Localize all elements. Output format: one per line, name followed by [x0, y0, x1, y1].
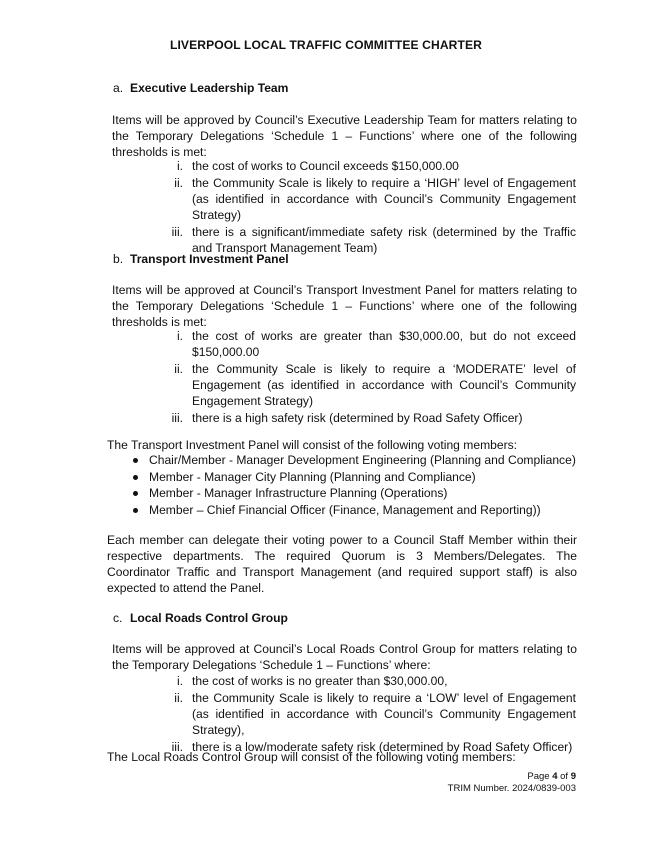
item-text: there is a significant/immediate safety risk (determined by the Traffic and Transport Management Team)	[192, 225, 576, 255]
section-b-letter: b.	[113, 252, 124, 266]
section-b-criteria-list	[166, 328, 576, 427]
section-a-intro: Items will be approved by Council’s Executive Leadership Team for matters relating to the Temporary Delegations ‘Schedule 1 – Functions’ where one of the following thresholds is met:	[112, 113, 577, 159]
section-c-intro: Items will be approved at Council’s Local Roads Control Group for matters relating to the Temporary Delegations ‘Schedule 1 – Functions’ where:	[112, 642, 577, 672]
item-text: there is a high safety risk (determined by Road Safety Officer)	[192, 411, 523, 425]
section-b-title: Transport Investment Panel	[130, 252, 289, 266]
item-number: iii.	[171, 411, 183, 425]
section-c-title: Local Roads Control Group	[130, 611, 288, 625]
criteria-item	[166, 690, 576, 738]
criteria-item	[166, 410, 576, 426]
section-b-members-intro: The Transport Investment Panel will consist of the following voting members:	[107, 438, 518, 452]
item-number: ii.	[174, 362, 183, 376]
member-item: Chair/Member - Manager Development Engineering (Planning and Compliance)	[131, 452, 581, 469]
page-prefix: Page	[527, 771, 553, 782]
page-current: 4	[552, 771, 558, 782]
item-number: i.	[176, 159, 183, 173]
member-item: Member - Manager City Planning (Planning and Compliance)	[131, 469, 581, 486]
page-number	[448, 771, 576, 783]
item-text: the Community Scale is likely to require a ‘LOW’ level of Engagement (as identified in accordance with Council’s Community Engagement Strategy),	[192, 691, 576, 737]
section-b-delegation-text: Each member can delegate their voting power to a Council Staff Member within their respective departments. The required Quorum is 3 Members/Delegates. The Coordinator Traffic and Transport Management (and required support staff) is also expected to attend the Panel.	[107, 533, 577, 595]
item-text: the Community Scale is likely to require a ‘HIGH’ level of Engagement (as identified in accordance with Council’s Community Engagement Strategy)	[192, 176, 576, 222]
trim-number: TRIM Number. 2024/0839-003	[447, 783, 576, 794]
member-item: Member – Chief Financial Officer (Finance, Management and Reporting))	[131, 502, 581, 519]
section-b-intro: Items will be approved at Council’s Transport Investment Panel for matters relating to the Temporary Delegations ‘Schedule 1 – Functions’ where one of the following thresholds is met:	[112, 283, 577, 329]
section-a-heading	[113, 81, 288, 95]
criteria-item	[166, 328, 576, 360]
section-c-heading	[113, 611, 288, 625]
item-text: there is a low/moderate safety risk (determined by Road Safety Officer)	[192, 740, 573, 754]
criteria-item	[166, 361, 576, 409]
page-of: of	[557, 771, 571, 782]
item-number: iii.	[171, 225, 183, 239]
section-b-members-list	[131, 452, 581, 518]
item-number: iii.	[171, 740, 183, 754]
section-a-criteria-list	[166, 158, 576, 257]
item-number: ii.	[174, 691, 183, 705]
page-footer	[448, 771, 576, 795]
criteria-item	[166, 175, 576, 223]
item-number: i.	[176, 674, 183, 688]
criteria-item	[166, 158, 576, 174]
document-title: LIVERPOOL LOCAL TRAFFIC COMMITTEE CHARTER	[169, 38, 483, 52]
page-total: 9	[570, 771, 576, 782]
item-text: the Community Scale is likely to require a ‘MODERATE’ level of Engagement (as identified in accordance with Council’s Community Engagement Strategy)	[192, 362, 576, 408]
criteria-item	[166, 673, 576, 689]
member-item: Member - Manager Infrastructure Planning (Operations)	[131, 485, 581, 502]
section-b-heading	[113, 252, 289, 266]
item-text: the cost of works is no greater than $30,000.00,	[192, 674, 448, 688]
section-c-members-intro: The Local Roads Control Group will consist of the following voting members:	[107, 750, 516, 764]
section-c-letter: c.	[113, 611, 123, 625]
section-a-letter: a.	[113, 81, 124, 95]
item-text: the cost of works are greater than $30,000.00, but do not exceed $150,000.00	[192, 329, 576, 359]
item-number: i.	[176, 329, 183, 343]
section-a-title: Executive Leadership Team	[130, 81, 289, 95]
item-number: ii.	[174, 176, 183, 190]
item-text: the cost of works to Council exceeds $150,000.00	[192, 159, 459, 173]
section-c-criteria-list	[166, 673, 576, 756]
